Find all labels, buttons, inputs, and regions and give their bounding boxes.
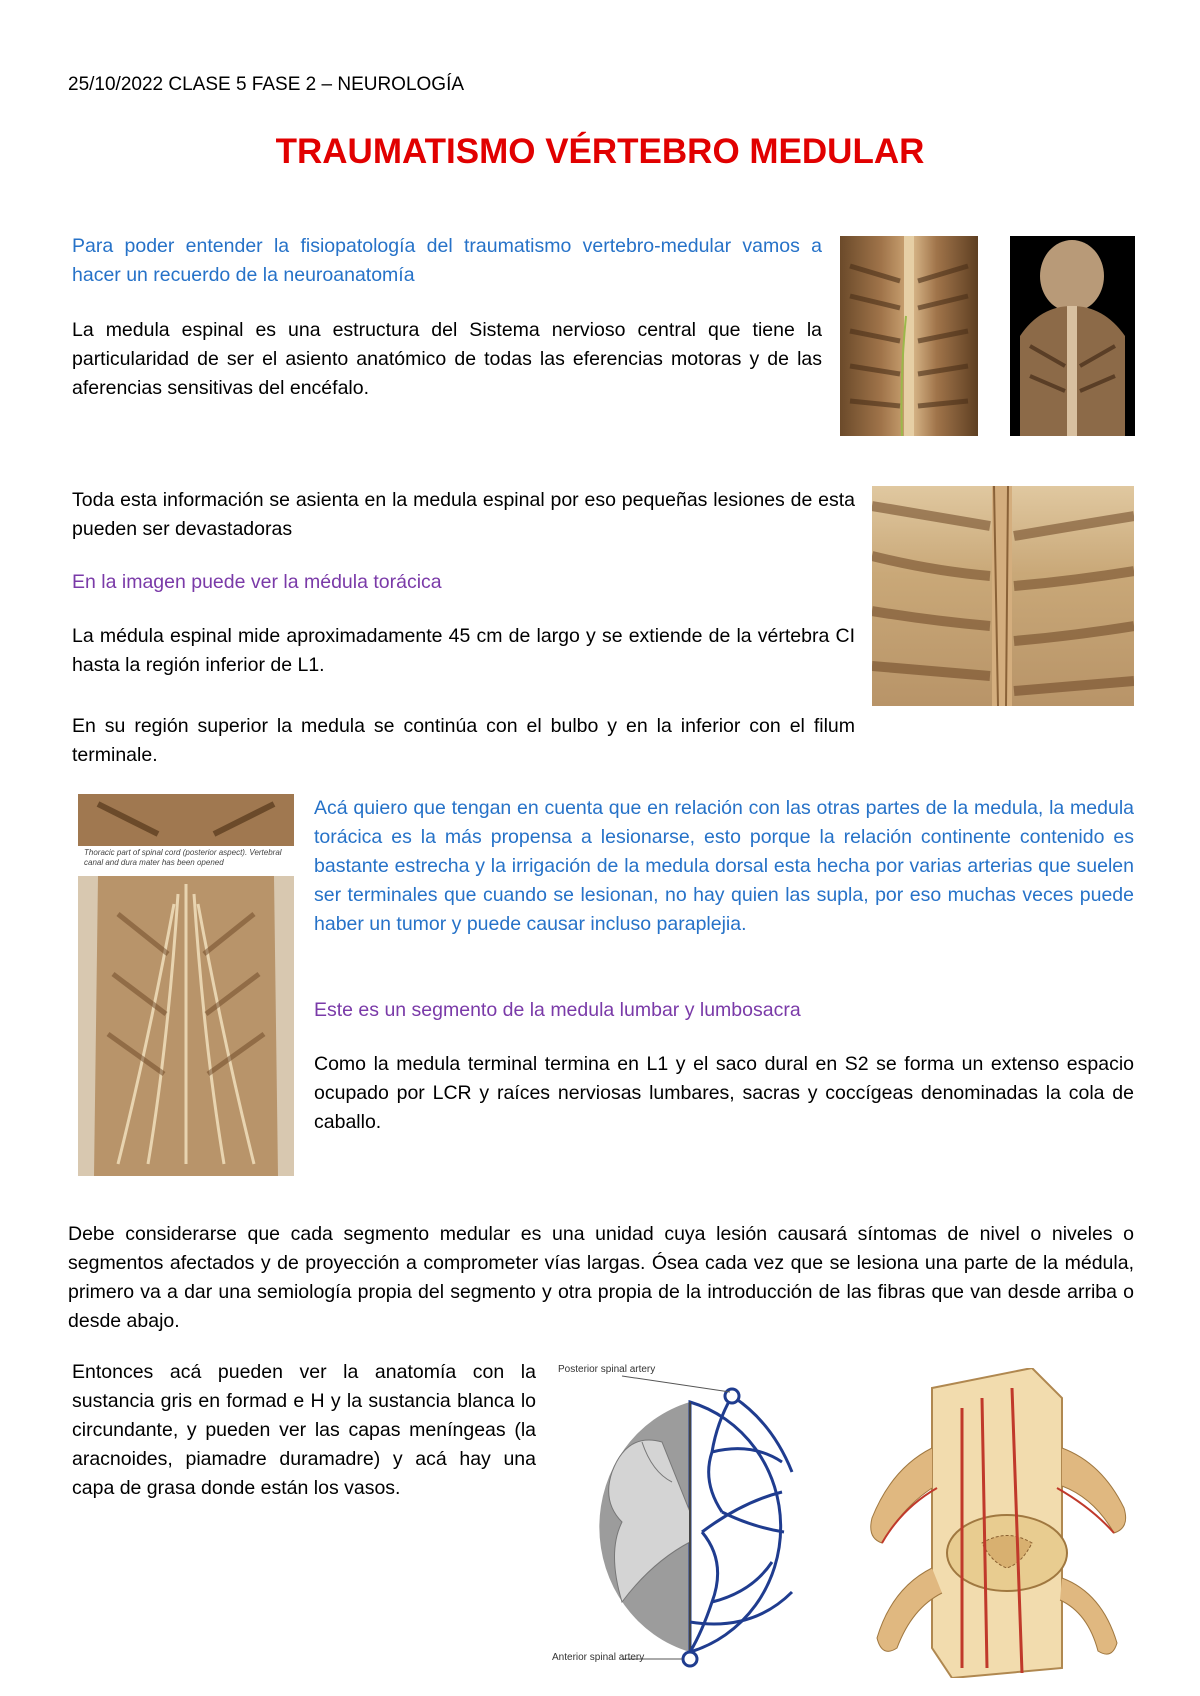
lumbar-photo-caption: Thoracic part of spinal cord (posterior aspect). Vertebral canal and dura mater has been opened	[84, 848, 282, 867]
paragraph-gray-white-matter: Entonces acá pueden ver la anatomía con la sustancia gris en formad e H y la sustancia blanca lo circundante, y pueden ver las capas meníngeas (la aracnoides, piamadre duramadre) y acá hay una capa de grasa donde están los vasos.	[72, 1361, 536, 1499]
spinal-artery-diagram	[552, 1362, 828, 1672]
intro-paragraph: Para poder entender la fisiopatología del traumatismo vertebro-medular vamos a hacer un recuerdo de la neuroanatomía	[72, 235, 822, 286]
lumbar-cord-photo	[78, 794, 294, 1176]
paragraph-cord-length: La médula espinal mide aproximadamente 45 cm de largo y se extiende de la vértebra CI hasta la región inferior de L1.	[72, 625, 855, 676]
header-date-line: 25/10/2022 CLASE 5 FASE 2 – NEUROLOGÍA	[68, 74, 465, 95]
paragraph-devastating-lesions: Toda esta información se asienta en la medula espinal por eso pequeñas lesiones de esta pueden ser devastadoras	[72, 489, 855, 540]
thoracic-image-note: En la imagen puede ver la médula torácica	[72, 571, 442, 593]
thoracic-cord-photo	[840, 236, 978, 436]
anterior-spinal-artery-label: Anterior spinal artery	[552, 1652, 645, 1663]
paragraph-cauda-equina: Como la medula terminal termina en L1 y el saco dural en S2 se forma un extenso espacio ocupado por LCR y raíces nerviosas lumbares, sacras y coccígeas denominadas la cola de caballo.	[314, 1053, 1134, 1133]
paragraph-segment-unit: Debe considerarse que cada segmento medular es una unidad cuya lesión causará síntomas de nivel o niveles o segmentos afectados y de proyección a comprometer vías largas. Ósea cada vez que se lesiona una parte de la médula, primero va a dar una semiología propia del segmento y otra propia de la introducción de las fibras que van desde arriba o desde abajo.	[68, 1223, 1134, 1332]
paragraph-bulb-filum: En su región superior la medula se continúa con el bulbo y en la inferior con el filum terminale.	[72, 715, 855, 766]
spinal-cord-3d-illustration	[862, 1368, 1132, 1678]
paragraph-thoracic-vulnerability: Acá quiero que tengan en cuenta que en relación con las otras partes de la medula, la medula torácica es la más propensa a lesionarse, esto porque la relación continente contenido es bastante estrecha y la irrigación de la medula dorsal esta hecha por varias arterias que suelen ser terminales que cuando se lesionan, no hay quien las supla, por eso muchas veces puede haber un tumor y puede causar incluso paraplejia.	[314, 797, 1134, 935]
posterior-spinal-artery-label: Posterior spinal artery	[558, 1364, 656, 1375]
paragraph-spinal-cord-definition: La medula espinal es una estructura del Sistema nervioso central que tiene la particularidad de ser el asiento anatómico de todas las eferencias motoras y de las aferencias sensitivas del encéfalo.	[72, 319, 822, 399]
posterior-back-photo	[1010, 236, 1135, 436]
lumbar-segment-note: Este es un segmento de la medula lumbar y lumbosacra	[314, 999, 801, 1021]
thoracic-cord-closeup-photo	[872, 486, 1134, 706]
page-title: TRAUMATISMO VÉRTEBRO MEDULAR	[275, 132, 925, 171]
